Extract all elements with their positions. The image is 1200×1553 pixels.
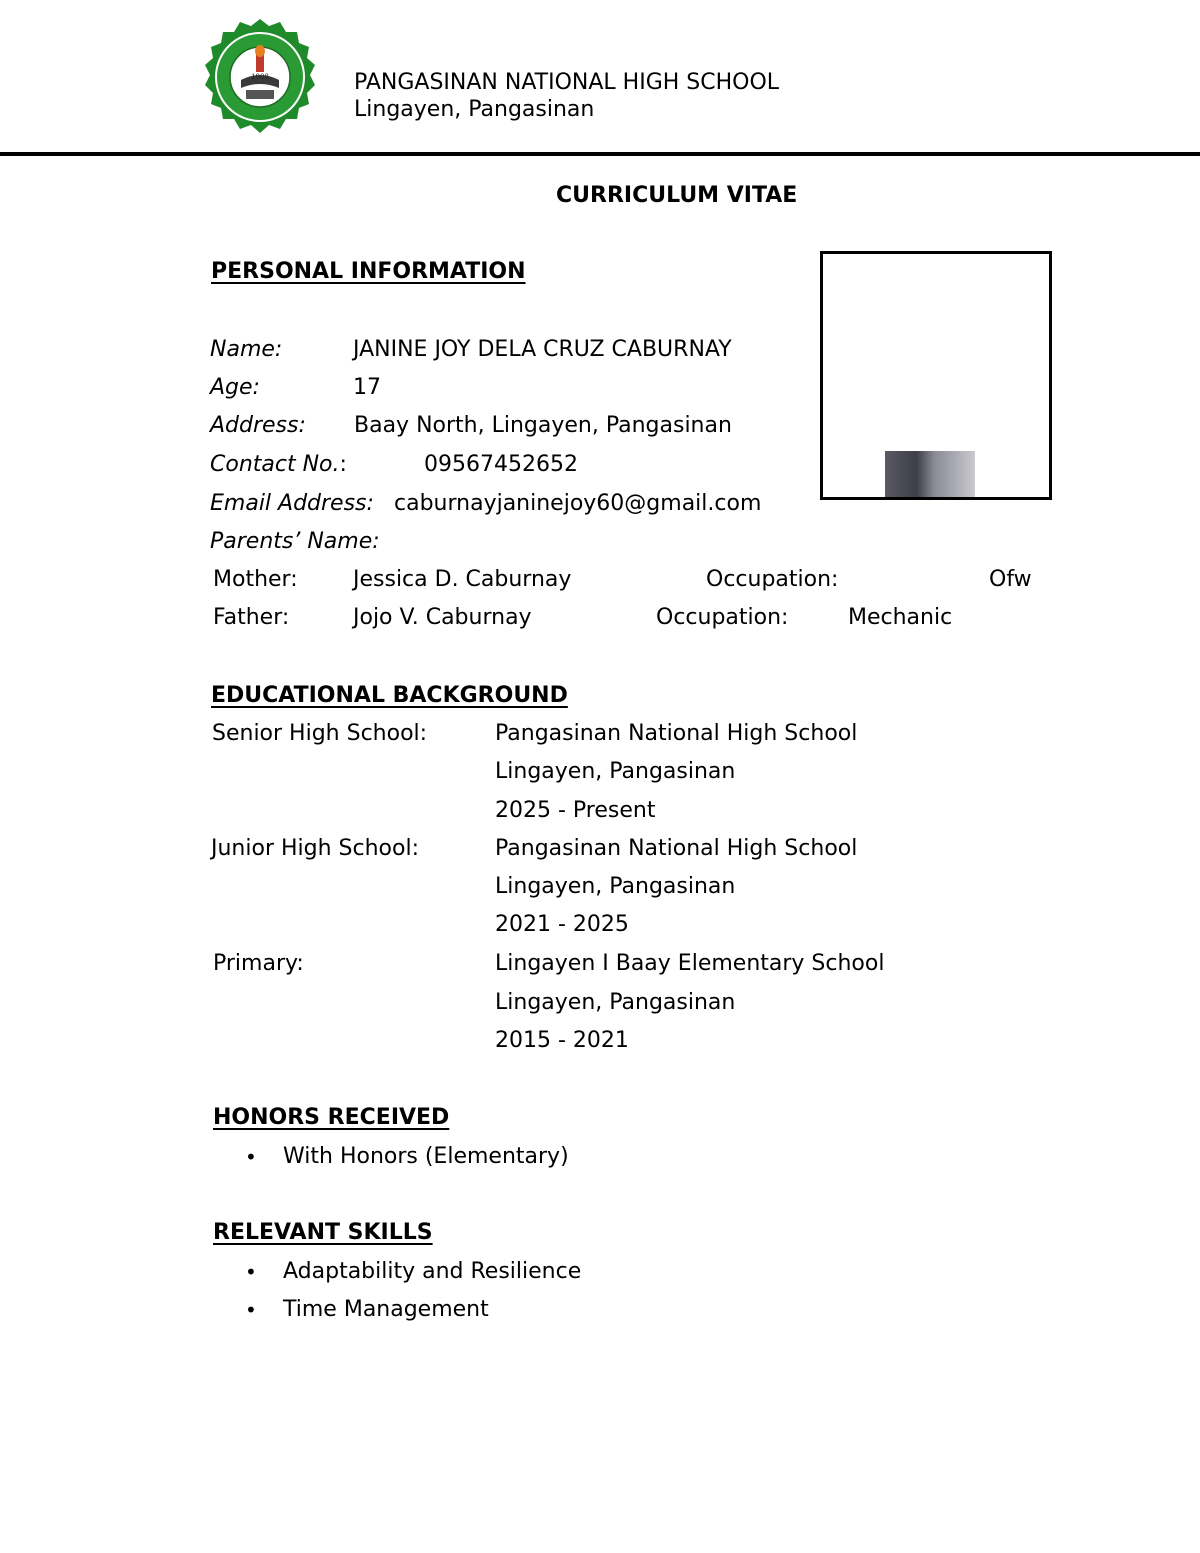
- primary-school: Lingayen I Baay Elementary School: [495, 951, 885, 976]
- skills-heading: RELEVANT SKILLS: [213, 1220, 433, 1245]
- mother-occupation-label: Occupation:: [706, 567, 839, 592]
- photo-frame: [820, 251, 1052, 500]
- parents-label: Parents’ Name:: [210, 529, 380, 554]
- primary-place: Lingayen, Pangasinan: [495, 990, 736, 1015]
- school-location: Lingayen, Pangasinan: [354, 97, 595, 122]
- jhs-place: Lingayen, Pangasinan: [495, 874, 736, 899]
- mother-value: Jessica D. Caburnay: [353, 567, 572, 592]
- contact-label: Contact No.: [210, 452, 340, 477]
- primary-years: 2015 - 2021: [495, 1028, 629, 1053]
- email-label: Email Address:: [210, 491, 374, 516]
- jhs-label: Junior High School:: [211, 836, 419, 861]
- contact-value: 09567452652: [424, 452, 578, 477]
- age-value: 17: [353, 375, 381, 400]
- contact-colon: :: [339, 452, 347, 477]
- address-label: Address:: [210, 413, 306, 438]
- mother-label: Mother:: [213, 567, 298, 592]
- address-value: Baay North, Lingayen, Pangasinan: [354, 413, 732, 438]
- email-value: caburnayjaninejoy60@gmail.com: [394, 491, 762, 516]
- skills-bullet: •: [245, 1260, 257, 1284]
- age-label: Age:: [210, 375, 260, 400]
- name-value: JANINE JOY DELA CRUZ CABURNAY: [353, 337, 732, 362]
- skills-item: Adaptability and Resilience: [283, 1259, 582, 1284]
- honors-heading: HONORS RECEIVED: [213, 1105, 450, 1130]
- contact-label-group: [210, 452, 347, 477]
- skills-bullet: •: [245, 1298, 257, 1322]
- shs-years: 2025 - Present: [495, 798, 656, 823]
- name-label: Name:: [210, 337, 283, 362]
- shs-place: Lingayen, Pangasinan: [495, 759, 736, 784]
- personal-info-heading: PERSONAL INFORMATION: [211, 259, 526, 284]
- skills-item: Time Management: [283, 1297, 489, 1322]
- father-occupation-label: Occupation:: [656, 605, 789, 630]
- primary-label: Primary:: [213, 951, 304, 976]
- education-heading: EDUCATIONAL BACKGROUND: [211, 683, 568, 708]
- school-seal-logo: [199, 18, 321, 140]
- father-label: Father:: [213, 605, 290, 630]
- seal-year: 1908: [251, 73, 269, 81]
- shs-label: Senior High School:: [212, 721, 428, 746]
- mother-occupation-value: Ofw: [989, 567, 1032, 592]
- honors-bullet: •: [245, 1145, 257, 1169]
- honors-item: With Honors (Elementary): [283, 1144, 569, 1169]
- father-occupation-value: Mechanic: [848, 605, 953, 630]
- header-divider: [0, 152, 1200, 156]
- jhs-school: Pangasinan National High School: [495, 836, 858, 861]
- document-title: CURRICULUM VITAE: [556, 183, 798, 208]
- father-value: Jojo V. Caburnay: [353, 605, 532, 630]
- jhs-years: 2021 - 2025: [495, 912, 629, 937]
- shs-school: Pangasinan National High School: [495, 721, 858, 746]
- photo-image: [885, 451, 975, 497]
- school-name: PANGASINAN NATIONAL HIGH SCHOOL: [354, 70, 780, 95]
